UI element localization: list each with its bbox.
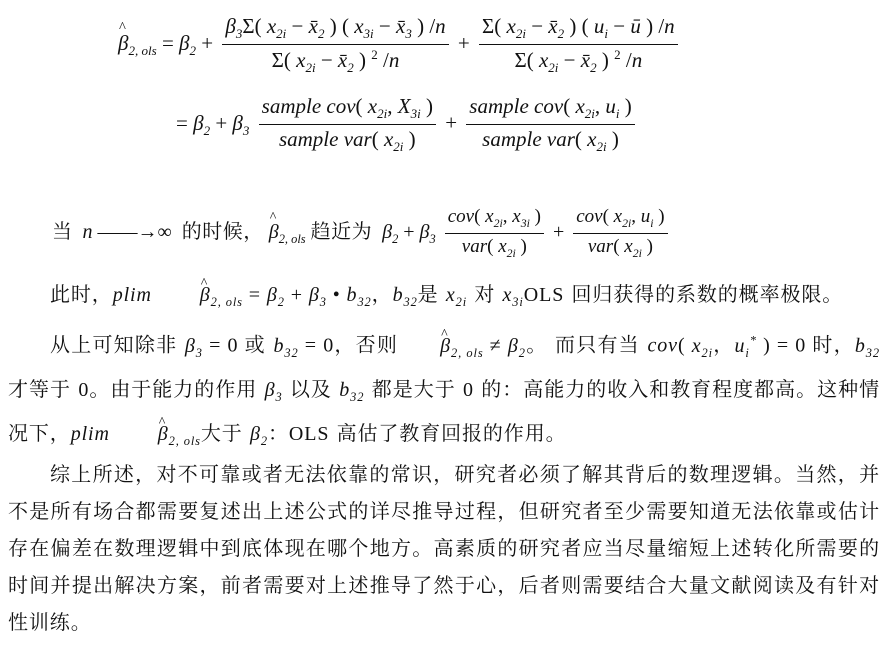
equation-2-frac1-numerator: sample cov( $x_{2i}$, $X_{3i}$ ) xyxy=(261,94,433,122)
limit-frac2-numerator: cov( $x_{2i}$, $u_i$ ) xyxy=(576,206,665,230)
equation-1-frac2-denominator: Σ( $x_{2i}$ − $x̄_2$ ) $^2$ /n xyxy=(479,44,678,76)
summary-text: 综上所述，对不可靠或者无法依靠的常识，研究者必须了解其背后的数理逻辑。当然，并不是所有场合都需要复述出上述公式的详尽推导过程，但研究者至少需要知道无法依靠或估计存在偏差在数理逻辑中到底体现在哪个地方。高素质的研究者应当尽量缩短上述转化所需要的时间并提出解决方案，前者需要对上述推导了然于心，后者则需要结合大量文献阅读及有针对性训练。 xyxy=(8,462,880,634)
equation-2-frac1-denominator: sample var( $x_{2i}$ ) xyxy=(259,124,436,155)
equation-2-fraction-2 xyxy=(466,94,634,155)
limit-n-arrow: n ——→∞ xyxy=(77,220,172,243)
limit-plus: + xyxy=(552,220,565,243)
limit-frac1-denominator: var( $x_{2i}$ ) xyxy=(445,233,544,261)
limit-prefix: 当 xyxy=(52,218,73,243)
limit-beta-hat: ^ $\beta_{2, ols}$ xyxy=(269,221,306,243)
equation-1-frac1-numerator: $\beta_3\Sigma$( $x_{2i}$ − $x̄_2$ ) ( $x_{3i}$ − $x̄_3$ ) /n xyxy=(225,14,446,42)
limit-fraction-1 xyxy=(445,206,544,261)
limit-frac2-denominator: var( $x_{2i}$ ) xyxy=(573,233,667,261)
equation-2-frac2-denominator: sample var( $x_{2i}$ ) xyxy=(466,124,634,155)
limit-expr: $\beta_2 + \beta_3$ xyxy=(377,220,436,246)
equation-1-fraction-2 xyxy=(479,14,678,76)
equation-1-frac2-numerator: Σ( $x_{2i}$ − $x̄_2$ ) ( $u_i$ − ū ) /n xyxy=(482,14,675,42)
equation-1-lhs: ^ $\beta_{2, ols} = \beta_2$ + xyxy=(118,31,218,55)
equation-2-lhs: = $\beta_2 + \beta_3$ xyxy=(176,110,250,138)
equation-1 xyxy=(118,14,682,76)
limit-fraction-2 xyxy=(573,206,667,261)
equation-2-frac2-numerator: sample cov( $x_{2i}$, $u_i$ ) xyxy=(469,94,632,122)
equation-1-frac1-denominator: Σ( $x_{2i}$ − $x̄_2$ ) $^2$ /n xyxy=(222,44,448,76)
equation-2-plus: + xyxy=(445,110,458,135)
limit-frac1-numerator: cov( $x_{2i}$, $x_{3i}$ ) xyxy=(447,206,541,230)
paragraph-unless: 从上可知除非 $\beta_3 = 0$ 或 $b_{32} = 0$，否则^ $\beta_{2, ols} \ne \beta_2$。 而只有当 cov( $x_{2i}$，$u_i^*$ ) = 0 时，$b_{32}$才等于 0。由于能力的作用 $\beta_3$ 以及 $b_{32}$ 都是大于 0 的：高能力的收入和教育程度都高。这种情况下，plim ^ $\beta_{2, ols}$大于 $\beta_2$：OLS 高估了教育回报的作用。 xyxy=(8,322,880,459)
limit-mid-text: 的时候， xyxy=(181,218,264,243)
equation-2 xyxy=(176,94,639,155)
limit-statement xyxy=(52,206,672,261)
equation-1-fraction-1 xyxy=(222,14,448,76)
equation-1-plus: + xyxy=(457,31,470,55)
limit-approach-text: 趋近为 xyxy=(310,218,373,243)
paragraph-summary xyxy=(8,456,880,641)
equation-2-fraction-1 xyxy=(259,94,436,155)
paragraph-plim: 此时，plim ^ $\beta_{2, ols} = \beta_2 + \beta_3$ • $b_{32}$，$b_{32}$是 $x_{2i}$ 对 $x_{3i}OLS$ 回归获得的系数的概率极限。 xyxy=(8,276,880,320)
